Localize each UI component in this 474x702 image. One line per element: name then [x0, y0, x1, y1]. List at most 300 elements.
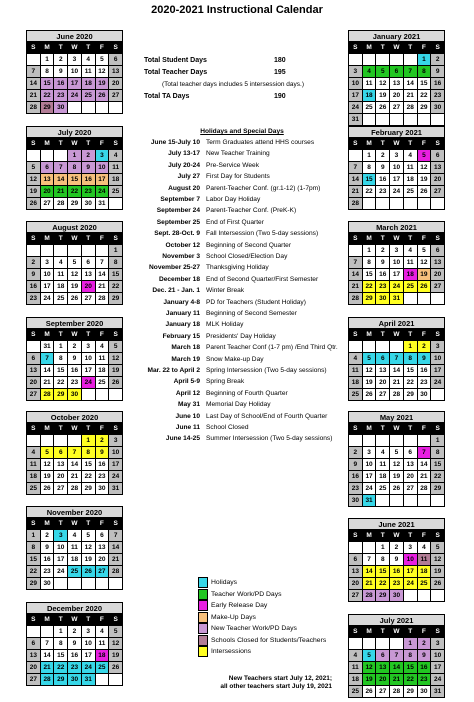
day-cell — [376, 495, 390, 507]
month-march-2021 — [348, 221, 445, 305]
day-cell — [431, 590, 445, 602]
total-row — [162, 81, 362, 91]
weekday-header: M — [363, 233, 377, 245]
day-cell: 16 — [68, 650, 82, 662]
day-cell: 21 — [349, 281, 363, 293]
day-cell — [418, 495, 432, 507]
weekday-header: S — [431, 233, 445, 245]
legend — [198, 577, 326, 658]
day-cell — [390, 495, 404, 507]
day-cell: 21 — [404, 90, 418, 102]
day-cell: 22 — [404, 377, 418, 389]
day-cell: 31 — [363, 495, 377, 507]
legend-swatch — [198, 589, 208, 600]
weekday-header: T — [404, 42, 418, 54]
day-cell: 14 — [418, 459, 432, 471]
legend-item — [198, 589, 326, 601]
weekday-header: S — [27, 423, 41, 435]
weekday-header: S — [27, 42, 41, 54]
day-cell: 21 — [41, 377, 55, 389]
event-date: January 11 — [165, 310, 200, 317]
weekday-header: F — [418, 530, 432, 542]
day-cell: 11 — [418, 554, 432, 566]
month-december-2020 — [26, 602, 123, 686]
day-cell: 24 — [431, 674, 445, 686]
day-cell: 29 — [418, 102, 432, 114]
day-cell: 18 — [54, 281, 68, 293]
day-cell: 18 — [349, 674, 363, 686]
day-cell: 26 — [390, 483, 404, 495]
day-cell: 25 — [376, 483, 390, 495]
day-cell: 4 — [404, 245, 418, 257]
day-cell: 6 — [404, 447, 418, 459]
event-date: July 13-17 — [168, 150, 200, 158]
weekday-header: S — [431, 423, 445, 435]
day-cell: 23 — [96, 471, 110, 483]
day-cell — [363, 54, 377, 66]
day-cell: 4 — [349, 353, 363, 365]
day-cell: 9 — [82, 162, 96, 174]
note-line-1: New Teachers start July 12, 2021; — [228, 675, 332, 682]
weekday-header: F — [96, 138, 110, 150]
day-cell: 30 — [418, 389, 432, 401]
day-cell: 9 — [41, 542, 55, 554]
day-cell: 5 — [27, 162, 41, 174]
day-cell: 30 — [390, 590, 404, 602]
day-cell: 14 — [349, 174, 363, 186]
day-cell: 10 — [390, 257, 404, 269]
day-cell: 1 — [363, 245, 377, 257]
day-cell: 13 — [431, 162, 445, 174]
month-title: July 2020 — [26, 126, 123, 138]
day-cell — [27, 54, 41, 66]
day-cell: 25 — [418, 578, 432, 590]
day-cell: 8 — [109, 257, 123, 269]
month-title: July 2021 — [348, 614, 445, 626]
day-cell: 1 — [363, 150, 377, 162]
day-cell: 7 — [363, 554, 377, 566]
weekday-header: T — [376, 626, 390, 638]
day-cell: 16 — [27, 281, 41, 293]
day-cell: 18 — [96, 650, 110, 662]
day-cell: 17 — [431, 662, 445, 674]
day-cell: 19 — [27, 186, 41, 198]
day-cell: 16 — [68, 365, 82, 377]
day-cell: 7 — [404, 66, 418, 78]
day-cell: 17 — [82, 365, 96, 377]
day-cell: 6 — [349, 554, 363, 566]
day-cell: 26 — [376, 102, 390, 114]
day-cell: 10 — [431, 353, 445, 365]
day-cell: 2 — [418, 638, 432, 650]
day-cell: 22 — [404, 674, 418, 686]
weekday-header: S — [349, 42, 363, 54]
event-row — [136, 206, 348, 216]
day-cell: 19 — [96, 78, 110, 90]
event-row — [136, 241, 348, 251]
day-cell — [431, 198, 445, 210]
day-cell: 10 — [109, 447, 123, 459]
day-cell — [96, 245, 110, 257]
day-cell — [96, 102, 110, 114]
day-cell: 23 — [82, 186, 96, 198]
day-cell: 17 — [363, 471, 377, 483]
event-text: Spring Break — [206, 378, 245, 386]
day-cell: 22 — [54, 377, 68, 389]
day-cell: 1 — [376, 542, 390, 554]
day-cell: 8 — [404, 650, 418, 662]
day-cell: 9 — [418, 353, 432, 365]
day-cell: 17 — [68, 78, 82, 90]
legend-swatch — [198, 646, 208, 657]
day-cell — [82, 578, 96, 590]
day-cell: 20 — [41, 186, 55, 198]
day-cell: 6 — [376, 353, 390, 365]
legend-label: Teacher Work/PD Days — [211, 590, 282, 598]
weekday-header: W — [390, 42, 404, 54]
day-cell: 25 — [349, 389, 363, 401]
day-cell: 20 — [376, 377, 390, 389]
day-cell: 28 — [349, 293, 363, 305]
day-cell: 17 — [404, 566, 418, 578]
day-cell — [404, 54, 418, 66]
weekday-header: W — [68, 233, 82, 245]
total-label: Total Student Days — [144, 57, 207, 64]
day-cell: 16 — [54, 78, 68, 90]
day-cell: 12 — [109, 353, 123, 365]
day-cell: 21 — [390, 674, 404, 686]
day-cell: 7 — [390, 353, 404, 365]
day-cell: 9 — [376, 162, 390, 174]
day-cell: 28 — [96, 293, 110, 305]
page-title: 2020-2021 Instructional Calendar — [151, 4, 323, 16]
day-cell: 31 — [41, 341, 55, 353]
day-cell: 6 — [27, 353, 41, 365]
weekday-header: T — [54, 423, 68, 435]
day-cell: 13 — [404, 459, 418, 471]
day-cell: 7 — [349, 162, 363, 174]
day-cell: 14 — [96, 269, 110, 281]
weekday-header: T — [54, 233, 68, 245]
day-cell: 7 — [109, 530, 123, 542]
day-cell: 27 — [390, 102, 404, 114]
day-cell: 6 — [376, 650, 390, 662]
day-cell: 21 — [349, 186, 363, 198]
day-cell — [404, 293, 418, 305]
weekday-header: M — [41, 423, 55, 435]
day-cell: 28 — [390, 389, 404, 401]
weekday-header: M — [363, 329, 377, 341]
day-cell: 18 — [418, 566, 432, 578]
day-cell: 5 — [390, 447, 404, 459]
day-cell: 8 — [54, 353, 68, 365]
weekday-header: S — [431, 626, 445, 638]
month-grid — [348, 626, 445, 698]
day-cell — [41, 245, 55, 257]
month-grid — [348, 42, 445, 126]
day-cell: 16 — [96, 459, 110, 471]
day-cell: 11 — [404, 162, 418, 174]
weekday-header: F — [418, 233, 432, 245]
day-cell — [431, 495, 445, 507]
day-cell: 3 — [41, 257, 55, 269]
day-cell: 15 — [418, 78, 432, 90]
day-cell: 15 — [404, 365, 418, 377]
day-cell: 31 — [82, 674, 96, 686]
event-text: Parent-Teacher Conf. (gr.1-12) (1-7pm) — [206, 184, 321, 192]
month-january-2021 — [348, 30, 445, 126]
day-cell: 5 — [109, 341, 123, 353]
day-cell — [41, 150, 55, 162]
event-date: September 25 — [156, 218, 200, 226]
month-grid — [26, 518, 123, 590]
day-cell: 2 — [68, 626, 82, 638]
day-cell: 4 — [349, 650, 363, 662]
day-cell: 26 — [363, 686, 377, 698]
weekday-header: T — [404, 626, 418, 638]
day-cell: 31 — [109, 483, 123, 495]
day-cell: 8 — [82, 447, 96, 459]
weekday-header: T — [82, 423, 96, 435]
day-cell: 28 — [363, 590, 377, 602]
weekday-header: F — [96, 42, 110, 54]
day-cell: 8 — [404, 353, 418, 365]
day-cell: 3 — [431, 341, 445, 353]
day-cell: 20 — [96, 554, 110, 566]
weekday-header: F — [96, 329, 110, 341]
day-cell: 4 — [27, 447, 41, 459]
weekday-header: W — [390, 626, 404, 638]
day-cell: 30 — [431, 102, 445, 114]
day-cell: 19 — [82, 554, 96, 566]
weekday-header: T — [376, 138, 390, 150]
month-title: February 2021 — [348, 126, 445, 138]
day-cell: 26 — [68, 293, 82, 305]
day-cell: 28 — [404, 102, 418, 114]
day-cell — [418, 435, 432, 447]
month-title: November 2020 — [26, 506, 123, 518]
month-grid — [26, 42, 123, 114]
day-cell: 25 — [349, 686, 363, 698]
weekday-header: F — [96, 518, 110, 530]
day-cell — [54, 435, 68, 447]
weekday-header: S — [109, 518, 123, 530]
day-cell: 27 — [349, 590, 363, 602]
day-cell — [96, 674, 110, 686]
day-cell: 19 — [390, 471, 404, 483]
day-cell: 3 — [82, 626, 96, 638]
day-cell: 14 — [349, 269, 363, 281]
day-cell: 12 — [68, 269, 82, 281]
day-cell: 29 — [68, 198, 82, 210]
day-cell: 12 — [390, 459, 404, 471]
day-cell: 22 — [54, 662, 68, 674]
event-date: June 11 — [175, 424, 200, 431]
day-cell: 20 — [27, 377, 41, 389]
weekday-header: F — [418, 626, 432, 638]
day-cell: 11 — [404, 257, 418, 269]
day-cell: 22 — [82, 471, 96, 483]
weekday-header: T — [54, 42, 68, 54]
day-cell — [54, 578, 68, 590]
day-cell: 13 — [27, 650, 41, 662]
weekday-header: W — [390, 423, 404, 435]
weekday-header: W — [68, 138, 82, 150]
event-row — [136, 138, 348, 148]
day-cell: 14 — [390, 662, 404, 674]
day-cell: 8 — [27, 542, 41, 554]
day-cell: 28 — [41, 674, 55, 686]
day-cell: 31 — [96, 198, 110, 210]
day-cell: 12 — [363, 365, 377, 377]
day-cell: 22 — [68, 186, 82, 198]
day-cell: 13 — [41, 174, 55, 186]
day-cell: 12 — [96, 66, 110, 78]
day-cell: 26 — [41, 483, 55, 495]
event-row — [136, 298, 348, 308]
day-cell: 27 — [27, 389, 41, 401]
day-cell: 15 — [376, 566, 390, 578]
weekday-header: W — [390, 138, 404, 150]
day-cell — [363, 341, 377, 353]
day-cell: 23 — [390, 578, 404, 590]
weekday-header: S — [431, 329, 445, 341]
day-cell — [27, 341, 41, 353]
day-cell: 6 — [27, 638, 41, 650]
event-text: Snow Make-up Day — [206, 355, 264, 363]
weekday-header: S — [27, 138, 41, 150]
legend-label: Schools Closed for Students/Teachers — [211, 636, 327, 644]
day-cell — [349, 245, 363, 257]
weekday-header: F — [418, 42, 432, 54]
weekday-header: F — [418, 423, 432, 435]
day-cell — [68, 245, 82, 257]
day-cell: 21 — [418, 471, 432, 483]
month-grid — [348, 329, 445, 401]
holidays-heading: Holidays and Special Days — [200, 128, 284, 135]
day-cell: 7 — [96, 257, 110, 269]
event-date: September 24 — [156, 207, 200, 215]
day-cell: 1 — [54, 626, 68, 638]
legend-label: Early Release Day — [211, 602, 268, 610]
day-cell: 4 — [404, 150, 418, 162]
day-cell: 1 — [27, 530, 41, 542]
day-cell: 5 — [418, 150, 432, 162]
day-cell: 9 — [390, 554, 404, 566]
total-value: 195 — [274, 69, 286, 76]
day-cell: 23 — [376, 281, 390, 293]
day-cell: 22 — [363, 281, 377, 293]
day-cell: 27 — [109, 90, 123, 102]
day-cell: 30 — [68, 389, 82, 401]
month-grid — [348, 530, 445, 602]
month-title: August 2020 — [26, 221, 123, 233]
legend-swatch — [198, 623, 208, 634]
event-date: February 15 — [162, 332, 200, 340]
day-cell: 11 — [376, 459, 390, 471]
day-cell — [404, 435, 418, 447]
event-row — [136, 309, 348, 319]
weekday-header: S — [349, 530, 363, 542]
weekday-header: W — [68, 423, 82, 435]
day-cell: 11 — [349, 365, 363, 377]
day-cell: 18 — [363, 90, 377, 102]
day-cell — [349, 638, 363, 650]
day-cell — [404, 590, 418, 602]
day-cell: 31 — [431, 686, 445, 698]
event-date: November 25-27 — [149, 264, 200, 272]
legend-item — [198, 623, 326, 635]
event-date: April 5-9 — [173, 378, 200, 386]
event-date: June 10 — [175, 412, 200, 420]
day-cell: 10 — [404, 554, 418, 566]
day-cell: 11 — [349, 662, 363, 674]
day-cell: 24 — [363, 483, 377, 495]
weekday-header: M — [41, 614, 55, 626]
day-cell: 9 — [68, 353, 82, 365]
day-cell: 30 — [349, 495, 363, 507]
weekday-header: T — [54, 614, 68, 626]
weekday-header: T — [82, 518, 96, 530]
day-cell: 8 — [68, 162, 82, 174]
day-cell: 4 — [376, 447, 390, 459]
weekday-header: T — [82, 329, 96, 341]
day-cell: 24 — [68, 90, 82, 102]
day-cell: 12 — [27, 174, 41, 186]
day-cell: 29 — [376, 590, 390, 602]
day-cell: 24 — [349, 102, 363, 114]
event-date: June 14-25 — [165, 435, 200, 443]
day-cell: 13 — [431, 257, 445, 269]
event-text: Winter Break — [206, 287, 245, 295]
day-cell: 23 — [376, 186, 390, 198]
total-row — [144, 69, 344, 79]
day-cell: 7 — [418, 447, 432, 459]
event-date: August 20 — [168, 184, 200, 192]
day-cell — [109, 578, 123, 590]
day-cell — [390, 54, 404, 66]
day-cell: 26 — [96, 90, 110, 102]
event-text: Beginning of Second Semester — [206, 310, 297, 317]
total-label: (Total teacher days includes 5 intersession days.) — [162, 81, 304, 88]
day-cell: 23 — [41, 566, 55, 578]
day-cell: 25 — [96, 377, 110, 389]
day-cell: 16 — [390, 566, 404, 578]
day-cell: 14 — [41, 650, 55, 662]
day-cell: 5 — [363, 650, 377, 662]
day-cell: 6 — [431, 150, 445, 162]
weekday-header: S — [109, 614, 123, 626]
day-cell: 5 — [109, 626, 123, 638]
day-cell: 2 — [27, 257, 41, 269]
day-cell: 20 — [431, 269, 445, 281]
day-cell: 15 — [431, 459, 445, 471]
day-cell: 11 — [54, 269, 68, 281]
event-row — [136, 149, 348, 159]
legend-label: Intersessions — [211, 648, 252, 656]
day-cell: 13 — [376, 662, 390, 674]
day-cell: 15 — [363, 174, 377, 186]
day-cell: 2 — [41, 530, 55, 542]
weekday-header: S — [349, 138, 363, 150]
legend-item — [198, 577, 326, 589]
day-cell: 14 — [27, 78, 41, 90]
event-text: Memorial Day Holiday — [206, 401, 271, 409]
day-cell: 9 — [376, 257, 390, 269]
weekday-header: M — [41, 42, 55, 54]
day-cell: 2 — [376, 150, 390, 162]
day-cell: 5 — [68, 257, 82, 269]
